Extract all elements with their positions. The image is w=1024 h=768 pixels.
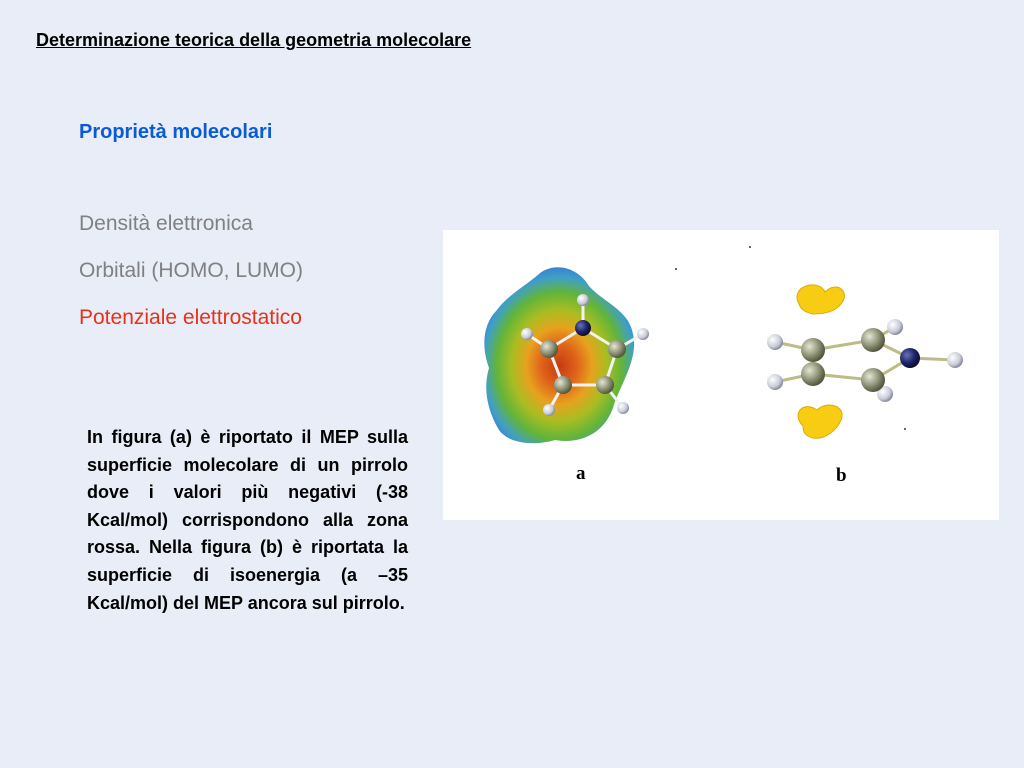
figure-label-b: b (836, 465, 847, 486)
molecule-figure (443, 230, 999, 520)
pyrrole-illustration (443, 230, 999, 520)
topic-orbitals: Orbitali (HOMO, LUMO) (79, 259, 304, 282)
topic-electrostatic-potential: Potenziale elettrostatico (79, 306, 302, 329)
figure-label-a: a (576, 463, 586, 484)
slide-title: Determinazione teorica della geometria molecolare (36, 30, 472, 50)
section-heading: Proprietà molecolari (79, 121, 273, 143)
isoenergy-surface-b (675, 246, 963, 438)
topic-electron-density: Densità elettronica (79, 212, 253, 235)
figure-description: In figura (a) è riportato il MEP sulla superficie molecolare di un pirrolo dove i valori più negativi (-38 Kcal/mol) corrispondono alla zona rossa. Nella figura (b) è riportata la superficie di isoenergia (a –35 Kcal/mol) del MEP ancora sul pirrolo. (87, 427, 408, 613)
mep-surface-a (484, 267, 649, 443)
